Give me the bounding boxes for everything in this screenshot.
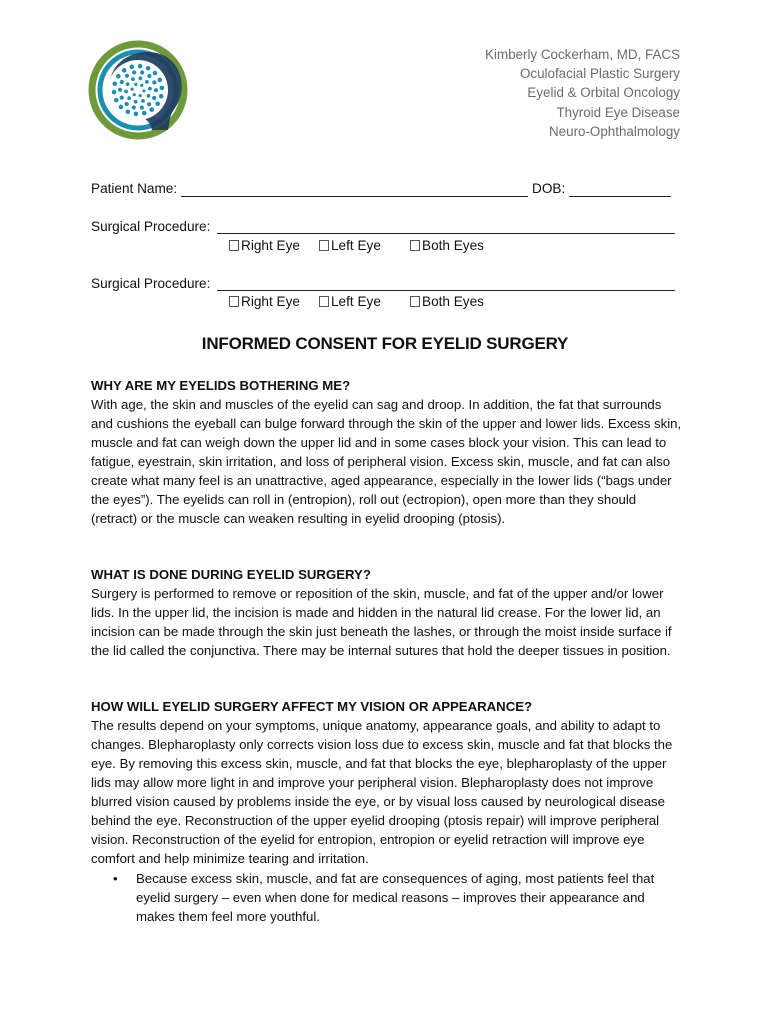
section-how [91,697,683,868]
bullet-icon: • [113,871,118,886]
specialty-line: Oculofacial Plastic Surgery [519,66,680,82]
section-body: Surgery is performed to remove or reposition of the skin, muscle, and fat of the upper and/or lower lids. In the upper lid, the incision is made and hidden in the natural lid crease. For the lower lid, an incision can be made through the skin just beneath the lashes, or through the moist inside surface if the lid called the conjunctiva. There may be internal sutures that hold the deeper tissues in position. [91,586,672,658]
section-body: With age, the skin and muscles of the eyelid can sag and droop. In addition, the fat that surrounds and cushions the eyeball can bulge forward through the skin of the upper and lower lids. Excess skin, muscle and fat can weigh down the upper lid and in some cases block your vision. This can lead to fatigue, eyestrain, skin irritation, and loss of peripheral vision. Excess skin, muscle, and fat can also create what many feel is an unattractive, aged appearance, especially in the lower lids (“bags under the eyes”). The eyelids can roll in (entropion), roll out (ectropion), open more than they should (retract) or the muscle can weaken resulting in eyelid drooping (ptosis). [91,397,682,526]
patient-name-label: Patient Name: [91,181,178,196]
section-heading: WHAT IS DONE DURING EYELID SURGERY? [91,567,371,582]
right-eye-option[interactable]: Right Eye [229,294,300,309]
surgical-procedure-field[interactable] [217,290,675,291]
left-eye-option[interactable]: Left Eye [319,238,381,253]
head-profile-logo-icon [88,38,196,142]
dob-label: DOB: [532,181,566,196]
document-title: INFORMED CONSENT FOR EYELID SURGERY [201,334,569,353]
section-body: The results depend on your symptoms, unique anatomy, appearance goals, and ability to adapt to changes. Blepharoplasty only corrects vision loss due to excess skin, muscle and fat that blocks the eye. By removing this excess skin, muscle, and fat that blocks the eye, blepharoplasty of the upper lids may allow more light in and improve your peripheral vision. Blepharoplasty does not improve blurred vision caused by problems inside the eye, or by visual loss caused by neurological disease behind the eye. Reconstruction of the upper eyelid drooping (ptosis repair) will improve peripheral vision. Reconstruction of the eyelid for entropion, entropion or eyelid retraction will improve eye comfort and help minimize tearing and irritation. [91,718,673,866]
dob-field[interactable] [569,196,671,197]
surgical-procedure-label: Surgical Procedure: [91,276,211,291]
section-what [91,565,683,660]
section-heading: WHY ARE MY EYELIDS BOTHERING ME? [91,378,351,393]
surgical-procedure-label: Surgical Procedure: [91,219,211,234]
surgical-procedure-field[interactable] [217,233,675,234]
right-eye-option[interactable]: Right Eye [229,238,300,253]
checkbox-icon[interactable] [229,296,239,307]
specialty-line: Thyroid Eye Disease [556,104,680,120]
section-heading: HOW WILL EYELID SURGERY AFFECT MY VISION OR APPEARANCE? [91,699,533,714]
both-eyes-option[interactable]: Both Eyes [410,294,484,309]
both-eyes-option[interactable]: Both Eyes [410,238,484,253]
patient-name-field[interactable] [181,196,528,197]
eye-options [0,294,770,312]
physician-name: Kimberly Cockerham, MD, FACS [485,47,680,62]
physician-header [485,45,680,141]
eye-options [0,238,770,256]
specialty-line: Neuro-Ophthalmology [549,123,680,139]
checkbox-icon[interactable] [319,240,329,251]
section-why [91,376,683,528]
checkbox-icon[interactable] [410,240,420,251]
bullet-item [113,869,683,926]
checkbox-icon[interactable] [319,296,329,307]
checkbox-icon[interactable] [229,240,239,251]
specialty-line: Eyelid & Orbital Oncology [527,85,680,101]
left-eye-option[interactable]: Left Eye [319,294,381,309]
checkbox-icon[interactable] [410,296,420,307]
practice-logo [88,38,196,142]
bullet-text: Because excess skin, muscle, and fat are consequences of aging, most patients feel that eyelid surgery – even when done for medical reasons – improves their appearance and makes them feel more youthful. [136,871,655,924]
